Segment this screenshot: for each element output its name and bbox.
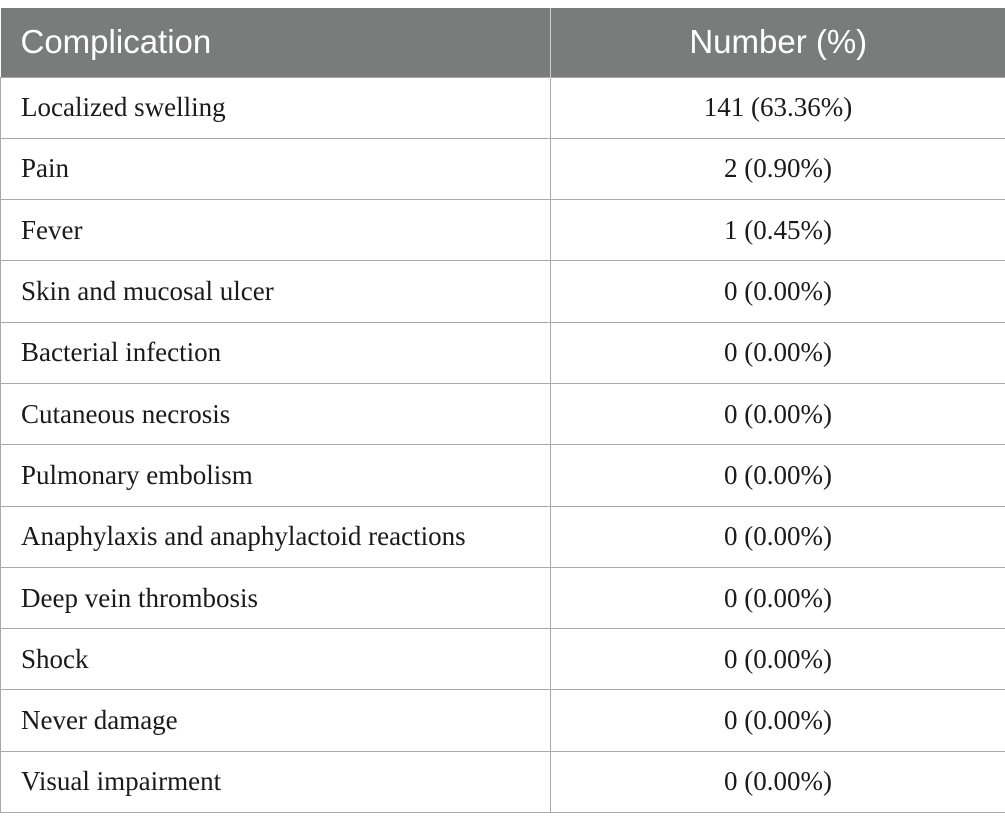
table-row (1, 200, 1005, 261)
number-cell: 0 (0.00%) (551, 445, 1005, 506)
number-cell: 0 (0.00%) (551, 567, 1005, 628)
table-row (1, 138, 1005, 199)
number-cell: 0 (0.00%) (551, 506, 1005, 567)
table-row (1, 445, 1005, 506)
table-row (1, 751, 1005, 812)
number-cell: 0 (0.00%) (551, 690, 1005, 751)
table-row (1, 506, 1005, 567)
table-row (1, 567, 1005, 628)
column-header-complication: Complication (1, 8, 551, 77)
number-cell: 0 (0.00%) (551, 322, 1005, 383)
complication-cell: Anaphylaxis and anaphylactoid reactions (1, 506, 551, 567)
complication-cell: Cutaneous necrosis (1, 383, 551, 444)
table-header (1, 8, 1005, 77)
table-row (1, 322, 1005, 383)
header-row (1, 8, 1005, 77)
number-cell: 0 (0.00%) (551, 629, 1005, 690)
table-row (1, 690, 1005, 751)
complication-cell: Bacterial infection (1, 322, 551, 383)
complication-cell: Pulmonary embolism (1, 445, 551, 506)
table-row (1, 261, 1005, 322)
number-cell: 0 (0.00%) (551, 261, 1005, 322)
complication-cell: Skin and mucosal ulcer (1, 261, 551, 322)
table-body (1, 77, 1005, 813)
number-cell: 141 (63.36%) (551, 77, 1005, 138)
number-cell: 0 (0.00%) (551, 383, 1005, 444)
complication-cell: Deep vein thrombosis (1, 567, 551, 628)
number-cell: 0 (0.00%) (551, 751, 1005, 812)
complication-cell: Never damage (1, 690, 551, 751)
table-row (1, 383, 1005, 444)
complication-cell: Fever (1, 200, 551, 261)
complication-cell: Shock (1, 629, 551, 690)
complication-cell: Pain (1, 138, 551, 199)
complications-table (0, 8, 1005, 813)
number-cell: 1 (0.45%) (551, 200, 1005, 261)
table-row (1, 629, 1005, 690)
number-cell: 2 (0.90%) (551, 138, 1005, 199)
table-row (1, 77, 1005, 138)
column-header-number: Number (%) (689, 23, 868, 61)
complication-cell: Visual impairment (1, 751, 551, 812)
complication-cell: Localized swelling (1, 77, 551, 138)
